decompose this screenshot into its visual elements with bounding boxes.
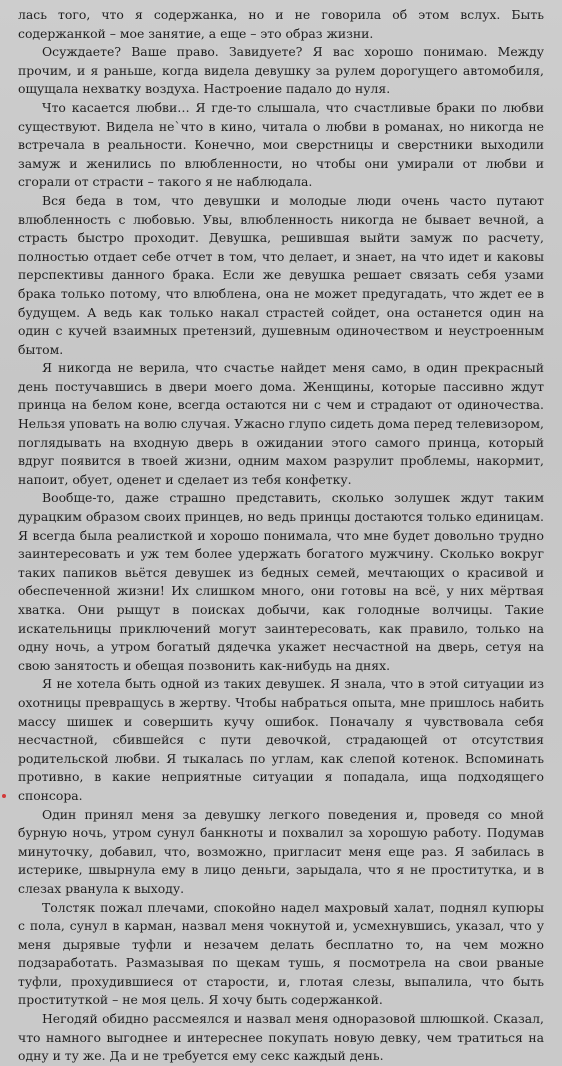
paragraph-1: лась того, что я содержанка, но и не говорила об этом вслух. Быть содержанкой – мое занятие, а еще – это образ жизни. [18, 7, 544, 41]
paragraph-2: Осуждаете? Ваше право. Завидуете? Я вас хорошо понимаю. Между прочим, и я раньше, когда видела девушку за рулем дорогущего автомобиля, ощущала нехватку воздуха. Настроение падало до нуля. [18, 44, 544, 97]
paragraph-9: Толстяк пожал плечами, спокойно надел махровый халат, поднял купюры с пола, сунул в карман, назвал меня чокнутой и, усмехнувшись, указал, что у меня дырявые туфли и незачем делать бесплатно то, на чем можно подзаработать. Размазывая по щекам тушь, я посмотрела на свои рваные туфли, прохудившиеся от старости, и, глотая слезы, выпалила, что быть проституткой – не моя цель. Я хочу быть содержанкой. [18, 899, 544, 1008]
paragraph-4: Вся беда в том, что девушки и молодые люди очень часто путают влюбленность с любовью. Увы, влюбленность никогда не бывает вечной, а страсть быстро проходит. Девушка, решившая выйти замуж по расчету, полностью отдает себе отчет в том, что делает, и знает, на что идет и каковы перспективы данного брака. Если же девушка решает связать себя узами брака только потому, что влюблена, она не может предугадать, что ждет ее в будущем. А ведь как только накал страстей сойдет, она останется один на один с кучей взаимных претензий, душевным одиночеством и неустроенным бытом. [18, 192, 544, 357]
paragraph-6: Вообще-то, даже страшно представить, сколько золушек ждут таким дурацким образом своих принцев, но ведь принцы достаются только единицам. Я всегда была реалисткой и хорошо понимала, что мне будет довольно трудно заинтересовать и уж тем более удержать богатого мужчину. Сколько вокруг таких папиков вьётся девушек из бедных семей, мечтающих о красивой и обеспеченной жизни! Их слишком много, они готовы на всё, у них мёртвая хватка. Они рыщут в поисках добычи, как голодные волчицы. Такие искательницы приключений могут заинтересовать, как правило, только на одну ночь, а утром богатый дядечка укажет несчастной на дверь, сетуя на свою занятость и обещая позвонить как-нибудь на днях. [18, 490, 544, 673]
paragraph-7: Я не хотела быть одной из таких девушек. Я знала, что в этой ситуации из охотницы превращусь в жертву. Чтобы набраться опыта, мне пришлось набить массу шишек и совершить кучу ошибок. Поначалу я чувствовала себя несчастной, сбившейся с пути девочкой, страдающей от отсутствия родительской любви. Я тыкалась по углам, как слепой котенок. Вспоминать противно, в какие неприятные ситуации я попадала, ища подходящего спонсора. [18, 676, 544, 803]
paragraph-8: Один принял меня за девушку легкого поведения и, проведя со мной бурную ночь, утром сунул банкноты и похвалил за хорошую работу. Подумав минуточку, добавил, что, возможно, пригласит меня еще раз. Я забилась в истерике, швырнула ему в лицо деньги, зарыдала, что я не проститутка, и в слезах рванула к выходу. [18, 806, 544, 896]
paragraph-10: Негодяй обидно рассмеялся и назвал меня одноразовой шлюшкой. Сказал, что намного выгоднее и интереснее покупать новую девку, чем тратиться на одну и ту же. Да и не требуется ему секс каждый день. [18, 1011, 544, 1064]
paragraph-5: Я никогда не верила, что счастье найдет меня само, в один прекрасный день постучавшись в двери моего дома. Женщины, которые пассивно ждут принца на белом коне, всегда остаются ни с чем и страдают от одиночества. Нельзя уповать на волю случая. Ужасно глупо сидеть дома перед телевизором, поглядывать на входную дверь в ожидании этого самого принца, который вдруг появится в твоей жизни, одним махом разрулит проблемы, накормит, напоит, обует, оденет и сделает из тебя конфетку. [18, 360, 544, 487]
corner-dot-mark [2, 794, 6, 798]
paragraph-3: Что касается любви… Я где-то слышала, что счастливые браки по любви существуют. Видела не`что в кино, читала о любви в романах, но никогда не встречала в реальности. Конечно, мои сверстницы и сверстники выходили замуж и женились по влюбленности, но чтобы они умирали от любви и сгорали от страсти – такого я не наблюдала. [18, 99, 544, 190]
